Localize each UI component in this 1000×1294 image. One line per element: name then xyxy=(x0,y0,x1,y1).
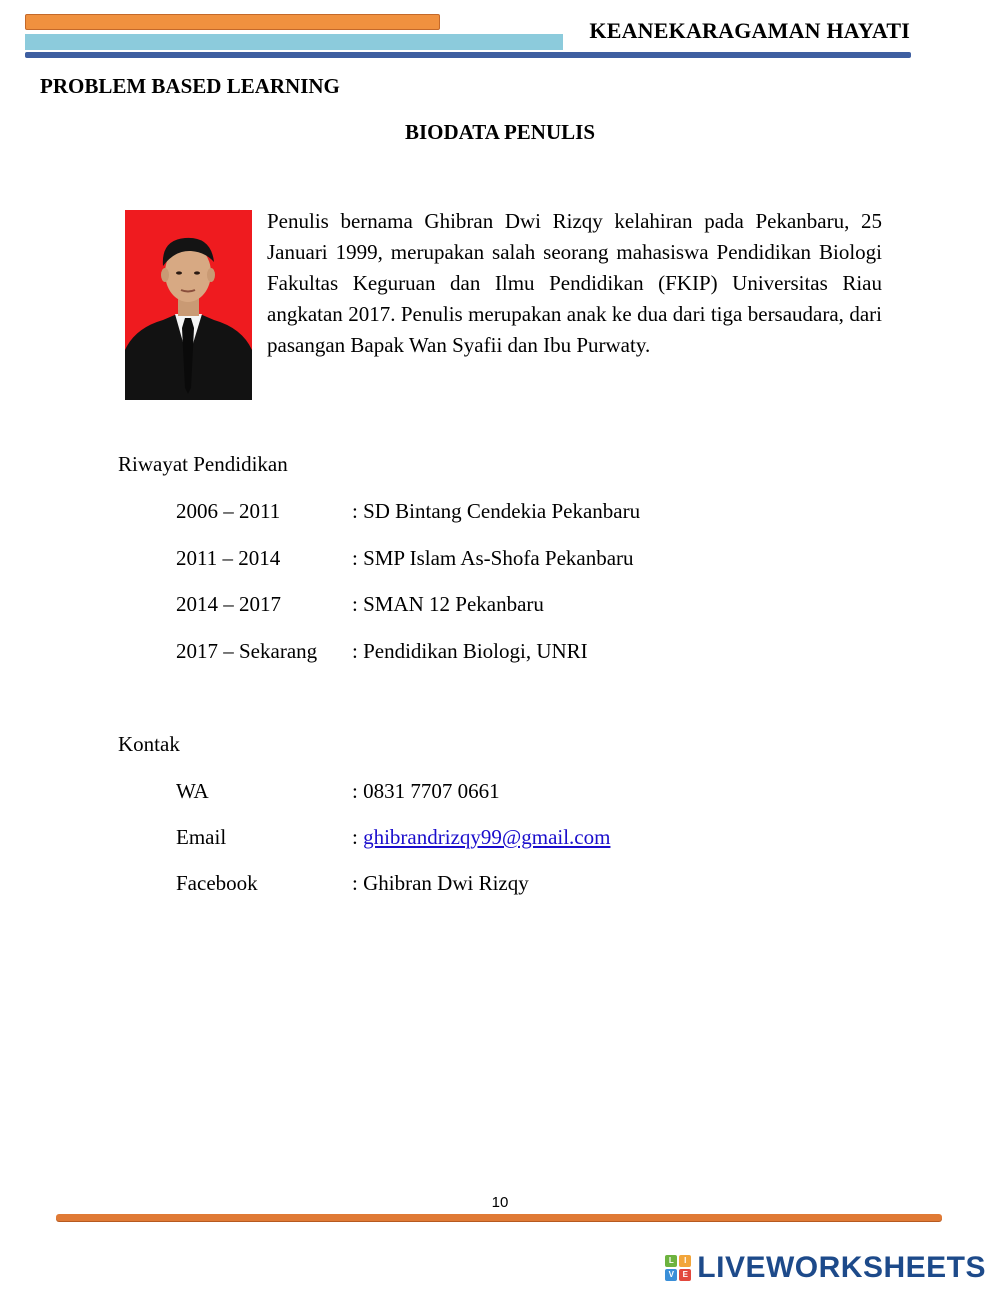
header-orange-bar xyxy=(25,14,440,30)
footer-orange-rule xyxy=(56,1214,942,1221)
education-period: 2011 – 2014 xyxy=(176,546,281,570)
contact-facebook-value: : Ghibran Dwi Rizqy xyxy=(352,871,529,895)
education-school: : SMAN 12 Pekanbaru xyxy=(352,592,544,616)
education-period: 2006 – 2011 xyxy=(176,499,281,523)
contact-heading: Kontak xyxy=(118,732,180,756)
email-link[interactable]: ghibrandrizqy99@gmail.com xyxy=(363,825,611,849)
contact-email-colon: : xyxy=(352,825,358,849)
author-bio: Penulis bernama Ghibran Dwi Rizqy kelahiran pada Pekanbaru, 25 Januari 1999, merupakan salah seorang mahasiswa Pendidikan Biologi Fakultas Keguruan dan Ilmu Pendidikan (FKIP) Universitas Riau angkatan 2017. Penulis merupakan anak ke dua dari tiga bersaudara, dari pasangan Bapak Wan Syafii dan Ibu Purwaty. xyxy=(267,209,882,357)
header-blue-bar xyxy=(25,34,563,50)
education-period: 2017 – Sekarang xyxy=(176,639,318,663)
liveworksheets-logo-icon: L I V E xyxy=(665,1255,691,1281)
liveworksheets-logo-text: LIVEWORKSHEETS xyxy=(697,1251,986,1284)
education-school: : SMP Islam As-Shofa Pekanbaru xyxy=(352,546,634,570)
page-number: 10 xyxy=(491,1194,509,1211)
header-navy-rule xyxy=(25,52,911,58)
contact-wa-value: : 0831 7707 0661 xyxy=(352,779,500,803)
education-school: : Pendidikan Biologi, UNRI xyxy=(352,639,588,663)
contact-email-row xyxy=(352,825,610,850)
section-title: PROBLEM BASED LEARNING xyxy=(40,74,340,98)
education-school: : SD Bintang Cendekia Pekanbaru xyxy=(352,499,641,523)
contact-wa-label: WA xyxy=(176,779,209,803)
liveworksheets-logo[interactable] xyxy=(665,1252,986,1284)
header-title: KEANEKARAGAMAN HAYATI xyxy=(589,18,910,43)
author-photo xyxy=(125,210,252,400)
contact-facebook-label: Facebook xyxy=(176,871,258,895)
contact-email-label: Email xyxy=(176,825,227,849)
education-heading: Riwayat Pendidikan xyxy=(118,452,288,476)
page-title: BIODATA PENULIS xyxy=(404,120,595,144)
education-period: 2014 – 2017 xyxy=(176,592,281,616)
